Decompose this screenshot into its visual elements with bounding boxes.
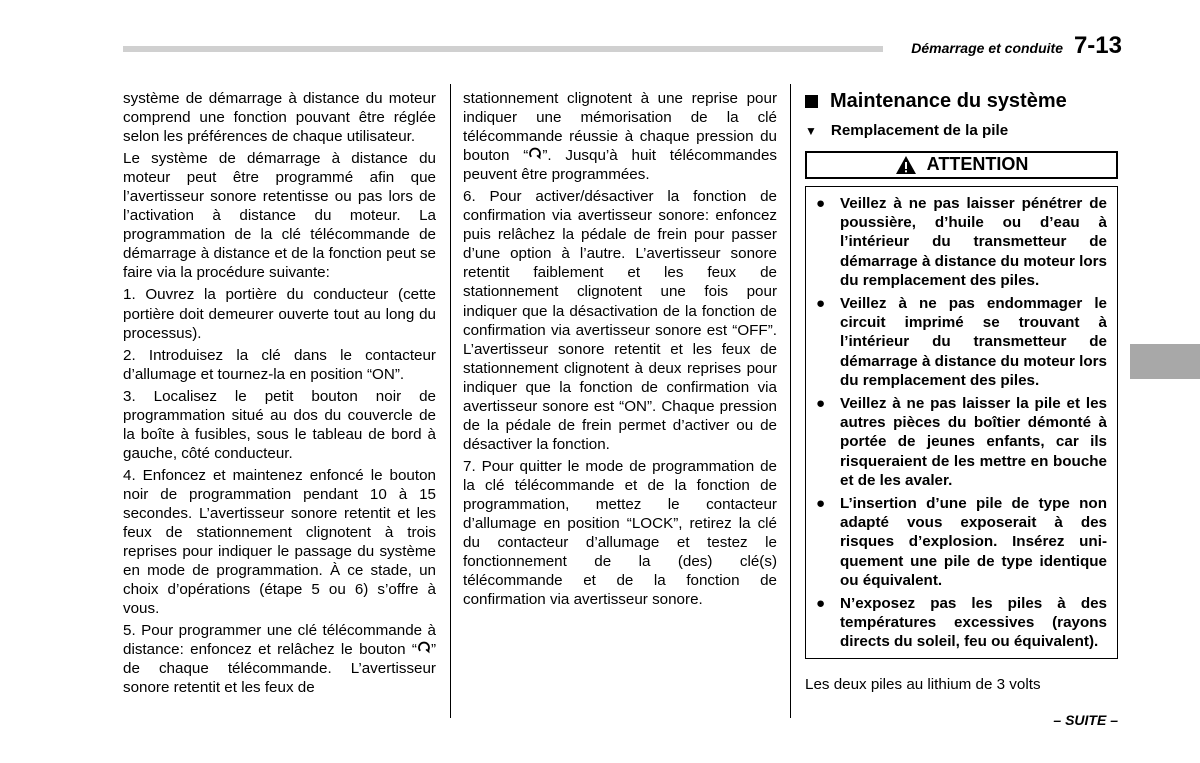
chapter-thumb-tab bbox=[1130, 344, 1200, 379]
header-section-title: Démarrage et conduite bbox=[911, 40, 1063, 56]
paragraph-step-1: 1. Ouvrez la portière du conducteur (cette portière doit demeurer ouverte tout au long du processus). bbox=[123, 286, 436, 342]
paragraph-step-4: 4. Enfoncez et maintenez enfoncé le bouton noir de programmation pendant 10 à 15 secondes. L’avertisseur sonore retentit et les feux de stationnement clignotent à trois reprises pour indiquer le passage du système en mode de programmation. À ce stade, un choix d’opérations (étape 5 ou 6) s’offre à vous. bbox=[123, 466, 436, 618]
attention-item: ● N’exposez pas les piles à des températures excessives (rayons directs du soleil, feu ou équivalent). bbox=[816, 595, 1107, 651]
attention-item: ● Veillez à ne pas endommager le circuit imprimé se trouvant à l’intérieur du transmetteur de démarrage à distance du moteur lors du remplacement des piles. bbox=[816, 295, 1107, 389]
paragraph-step-2: 2. Introduisez la clé dans le contacteur d’allumage et tournez-la en position “ON”. bbox=[123, 346, 436, 383]
attention-box bbox=[805, 186, 1118, 659]
remote-start-icon bbox=[417, 640, 431, 656]
step5-text-after: ” de chaque télécommande. L’avertisseur sonore retentit et les feux de bbox=[123, 641, 436, 697]
down-triangle-icon: ▼ bbox=[805, 124, 817, 138]
bullet-icon: ● bbox=[816, 595, 826, 613]
remote-start-icon bbox=[528, 146, 542, 162]
paragraph-step-6: 6. Pour activer/désactiver la fonction de confirmation via avertisseur sonore: enfoncez puis relâchez la pédale de frein pour passer d’une option à l’autre. L’avertisseur sonore retentit faiblement et les feux de stationnement clignotent une fois pour indiquer que la désactivation de la fonction de confirmation via avertisseur sonore est “OFF”. L’avertisseur sonore retentit et les feux de stationnement clignotent à deux reprises pour indiquer que la fonction de confirmation via avertisseur sonore est “ON”. Chaque pression de la pédale de frein permet d’activer ou de désactiver la fonction. bbox=[463, 188, 777, 453]
bullet-icon: ● bbox=[816, 395, 826, 413]
column-divider-1 bbox=[450, 84, 451, 718]
attention-list bbox=[816, 194, 1107, 652]
subsection-title: Remplacement de la pile bbox=[830, 122, 1009, 139]
attention-label: ATTENTION bbox=[926, 154, 1029, 175]
header-rule bbox=[123, 46, 883, 52]
paragraph-step-7: 7. Pour quitter le mode de programmation de la clé télécommande et de la fonction de programmation, mettez le contacteur d’allumage en position “LOCK”, retirez la clé du contacteur d’allumage et testez le fonctionnement de la (des) clé(s) télécommande et de la fonction de confirmation via avertisseur sonore. bbox=[463, 457, 777, 609]
attention-header bbox=[805, 151, 1118, 179]
step5-text-before: 5. Pour programmer une clé télécommande à distance: enfoncez et relâchez le bouton “ bbox=[123, 622, 436, 659]
attention-item: ● Veillez à ne pas laisser pénétrer de poussière, d’huile ou d’eau à l’intérieur du transmetteur de démarrage à distance du moteur lors du remplacement des piles. bbox=[816, 195, 1107, 289]
p1-text-before: stationnement clignotent à une reprise pour indiquer une mémorisation de la clé télécommande réussie à chaque pression du bouton “ bbox=[463, 90, 777, 165]
page-number: 7-13 bbox=[1073, 32, 1122, 59]
attention-item: ● Veillez à ne pas laisser la pile et les autres pièces du boîtier démonté à portée de jeunes enfants, car ils risqueraient de les mettre en bouche et de les avaler. bbox=[816, 395, 1107, 489]
attention-item: ● L’insertion d’une pile de type non adapté vous exposerait à des risques d’explosion. Insérez uniquement une pile de type identique ou équivalent. bbox=[816, 495, 1107, 589]
bullet-icon: ● bbox=[816, 195, 826, 212]
paragraph-step-5 bbox=[123, 621, 436, 697]
text-column-1 bbox=[123, 89, 436, 700]
paragraph-step-5-cont bbox=[463, 89, 777, 184]
paragraph: système de démarrage à distance du moteur comprend une fonction pouvant être réglée selon les préférences de chaque utilisateur. bbox=[123, 90, 436, 146]
warning-icon bbox=[895, 155, 917, 175]
text-column-3 bbox=[805, 89, 1118, 697]
column-divider-2 bbox=[790, 84, 791, 718]
section-heading bbox=[805, 89, 1118, 113]
p1-text-after: ”. Jusqu’à huit télécommandes peuvent être programmées. bbox=[463, 147, 778, 184]
continued-marker: – SUITE – bbox=[1053, 712, 1118, 728]
text-column-2 bbox=[463, 89, 777, 612]
subsection-heading bbox=[805, 121, 1118, 141]
paragraph-battery: Les deux piles au lithium de 3 volts bbox=[805, 675, 1041, 693]
paragraph-step-3: 3. Localisez le petit bouton noir de programmation situé au dos du couvercle de la boîte à fusibles, sous le tableau de bord à gauche, côté conducteur. bbox=[123, 387, 436, 462]
bullet-icon: ● bbox=[816, 495, 826, 513]
section-title: Maintenance du système bbox=[830, 90, 1067, 112]
paragraph: Le système de démarrage à distance du moteur peut être programmé afin que l’avertisseur sonore retentisse ou pas lors de l’activation à distance du moteur. La programmation de la clé télécommande de démarrage à distance et de la fonction peut se faire via la procédure suivante: bbox=[123, 150, 436, 282]
bullet-icon: ● bbox=[816, 295, 826, 313]
square-bullet-icon bbox=[805, 95, 818, 108]
